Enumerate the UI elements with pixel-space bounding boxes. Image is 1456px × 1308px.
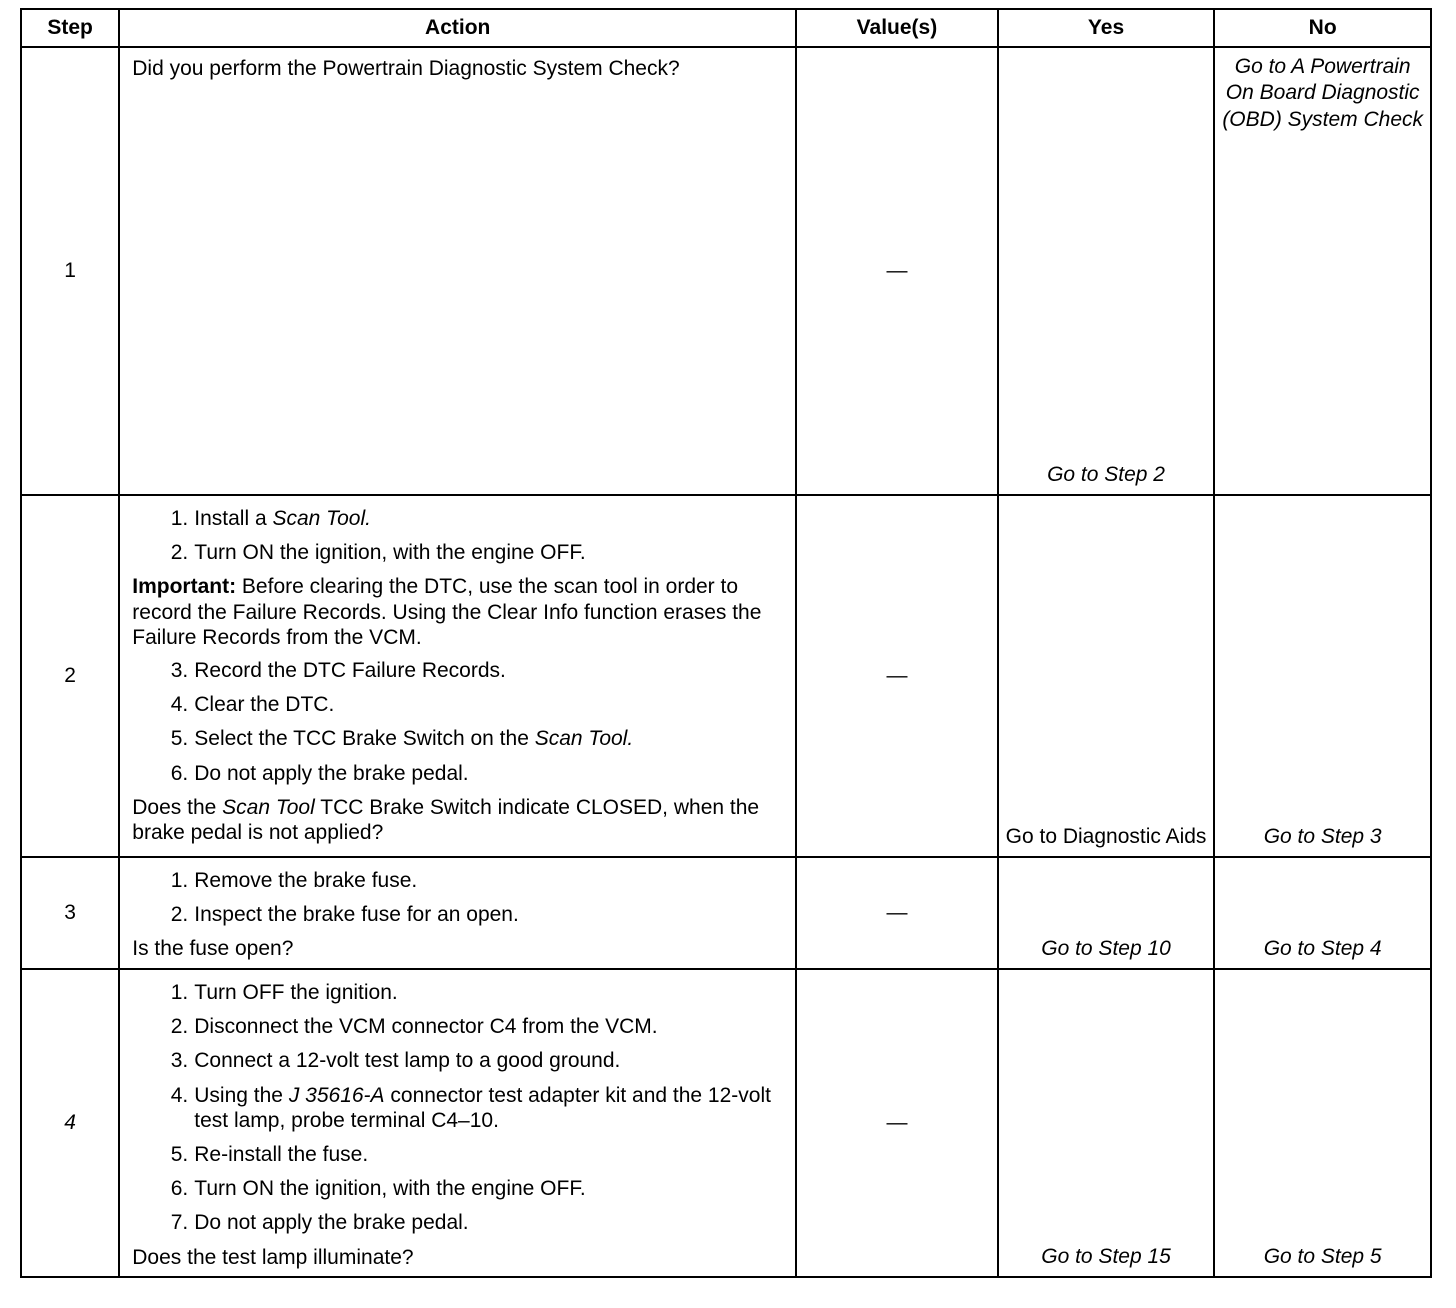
list-item: 4. Clear the DTC. (170, 693, 335, 717)
diagnostic-table (20, 8, 1432, 1278)
header-row (21, 9, 1431, 47)
list-item: 3. Record the DTC Failure Records. (170, 658, 506, 682)
value-cell: — (796, 857, 998, 969)
header-values: Value(s) (796, 9, 998, 47)
action-steps (132, 868, 785, 927)
table-row (21, 969, 1431, 1277)
list-item: 2. Inspect the brake fuse for an open. (170, 903, 519, 927)
list-item: 6. Turn ON the ignition, with the engine OFF. (170, 1177, 586, 1201)
list-item: 5. Select the TCC Brake Switch on the Scan Tool. (170, 727, 634, 751)
no-cell: Go to Step 3 (1214, 495, 1431, 857)
list-item: 5. Re-install the fuse. (170, 1142, 369, 1166)
header-step: Step (21, 9, 119, 47)
important-note: Important: Before clearing the DTC, use the scan tool in order to record the Failure Records. Using the Clear Info function erases the Failure Records from the VCM. (132, 575, 762, 649)
action-steps (132, 506, 785, 565)
list-item: 4. Using the J 35616-A connector test adapter kit and the 12-volt test lamp, probe terminal C4–10. (170, 1083, 771, 1132)
no-cell: Go to A Powertrain On Board Diagnostic (OBD) System Check (1214, 47, 1431, 495)
table-row (21, 495, 1431, 857)
value-cell: — (796, 495, 998, 857)
table-row (21, 47, 1431, 495)
no-cell: Go to Step 4 (1214, 857, 1431, 969)
value-cell: — (796, 47, 998, 495)
action-question: Did you perform the Powertrain Diagnostic System Check? (132, 57, 680, 80)
table-row (21, 857, 1431, 969)
header-no: No (1214, 9, 1431, 47)
action-question: Does the test lamp illuminate? (132, 1245, 414, 1269)
step-number: 4 (21, 969, 119, 1277)
header-yes: Yes (998, 9, 1215, 47)
action-cell (119, 969, 796, 1277)
step-number: 3 (21, 857, 119, 969)
list-item: 1. Install a Scan Tool. (170, 507, 371, 530)
action-cell (119, 47, 796, 495)
list-item: 2. Disconnect the VCM connector C4 from the VCM. (170, 1015, 658, 1039)
no-cell: Go to Step 5 (1214, 969, 1431, 1277)
list-item: 2. Turn ON the ignition, with the engine OFF. (170, 541, 586, 565)
action-steps (132, 980, 785, 1236)
list-item: 1. Remove the brake fuse. (170, 869, 418, 892)
yes-cell: Go to Step 15 (998, 969, 1215, 1277)
action-question: Does the Scan Tool TCC Brake Switch indicate CLOSED, when the brake pedal is not applied? (132, 795, 760, 844)
step-number: 2 (21, 495, 119, 857)
action-question: Is the fuse open? (132, 937, 294, 961)
yes-cell: Go to Step 10 (998, 857, 1215, 969)
list-item: 3. Connect a 12-volt test lamp to a good ground. (170, 1049, 621, 1073)
list-item: 6. Do not apply the brake pedal. (170, 761, 469, 785)
list-item: 7. Do not apply the brake pedal. (170, 1211, 469, 1235)
action-cell (119, 495, 796, 857)
header-action: Action (119, 9, 796, 47)
action-steps (132, 658, 785, 786)
list-item: 1. Turn OFF the ignition. (170, 981, 398, 1004)
yes-cell: Go to Step 2 (998, 47, 1215, 495)
step-number: 1 (21, 47, 119, 495)
action-cell (119, 857, 796, 969)
value-cell: — (796, 969, 998, 1277)
yes-cell: Go to Diagnostic Aids (998, 495, 1215, 857)
